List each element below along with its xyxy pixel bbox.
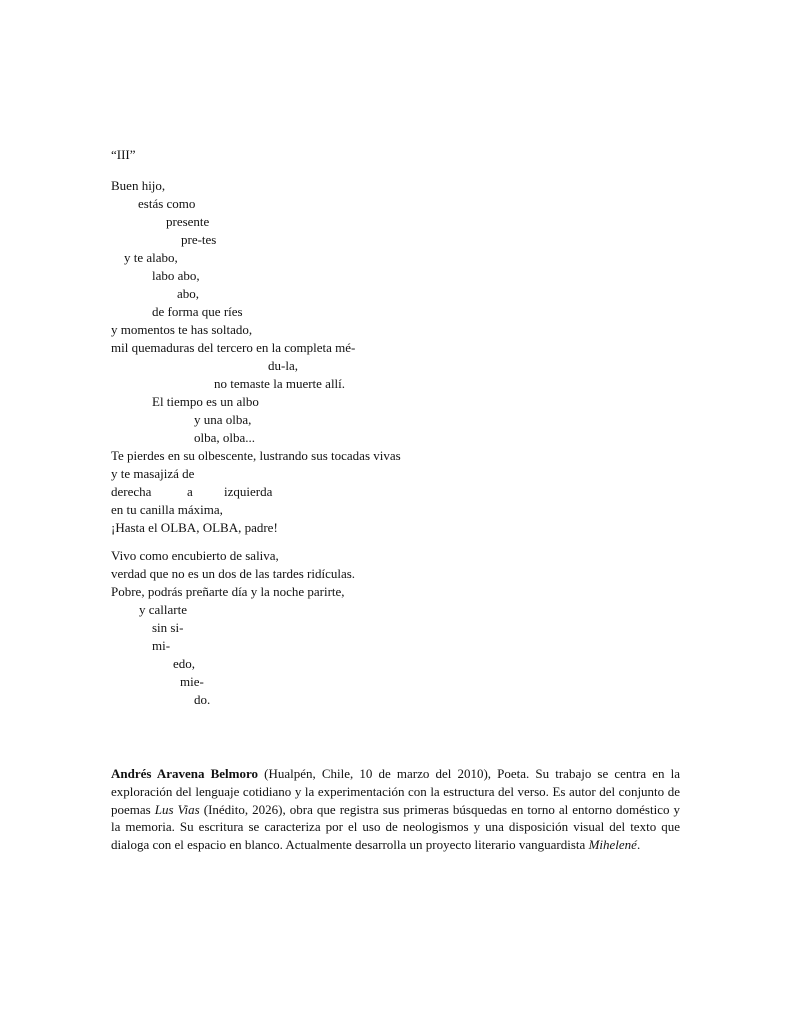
bio-text: . [636, 837, 641, 853]
poem-line: edo, [173, 656, 196, 671]
poem-line: Te pierdes en su olbescente, lustrando sus tocadas vivas [111, 448, 401, 463]
poem-line: pre-tes [181, 232, 217, 247]
poem-line: du-la, [268, 358, 298, 373]
poem-line: Pobre, podrás preñarte día y la noche parirte, [111, 584, 345, 599]
poem-line: no temaste la muerte allí. [214, 376, 346, 391]
poem-line: y te alabo, [124, 250, 178, 265]
poem-line: y callarte [139, 602, 187, 617]
poem-line: de forma que ríes [152, 304, 243, 319]
poem-line: y una olba, [194, 412, 252, 427]
poem-line: mil quemaduras del tercero en la completa mé- [111, 340, 356, 355]
poem-line: olba, olba... [194, 430, 256, 445]
poem-line: mie- [180, 674, 204, 689]
poem-line: a [187, 484, 193, 499]
poem-line: presente [166, 214, 210, 229]
poem-line: y te masajizá de [111, 466, 195, 481]
poem-line: sin si- [152, 620, 184, 635]
poem-line: abo, [177, 286, 200, 301]
author-bio [111, 765, 680, 854]
poem-line: Vivo como encubierto de saliva, [111, 548, 279, 563]
poem-line: El tiempo es un albo [152, 394, 259, 409]
poem-line: labo abo, [152, 268, 200, 283]
poem-line: ¡Hasta el OLBA, OLBA, padre! [111, 520, 278, 535]
poem-line: verdad que no es un dos de las tardes ridículas. [111, 566, 356, 581]
poem-line: Buen hijo, [111, 178, 166, 193]
poem-line: mi- [152, 638, 171, 653]
poem-line: do. [194, 692, 211, 707]
poem-title: “III” [111, 147, 136, 162]
poem-line: y momentos te has soltado, [111, 322, 253, 337]
bio-text: (Inédito, 2026), obra que registra sus primeras búsquedas en torno al entorno doméstico y la memoria. Su escritura se caracteriza por el uso de neologismos y una disposición visual del texto que dialoga con el espacio en blanco. Actualmente desarrolla un proyecto literario vanguardista [111, 801, 680, 853]
bio-text: (Hualpén, Chile, 10 de marzo del 2010), Poeta. Su trabajo se centra en la exploración del lenguaje cotidiano y la experimentación con la estructura del verso. Es autor del conjunto de poemas [111, 766, 680, 817]
poem-line: izquierda [224, 484, 273, 499]
poem-line: en tu canilla máxima, [111, 502, 223, 517]
poem-line: derecha [111, 484, 152, 499]
book-title: Lus Vias [154, 801, 200, 817]
author-name: Andrés Aravena Belmoro [111, 766, 259, 781]
poem-line: estás como [138, 196, 196, 211]
project-title: Mihelené [588, 837, 637, 853]
